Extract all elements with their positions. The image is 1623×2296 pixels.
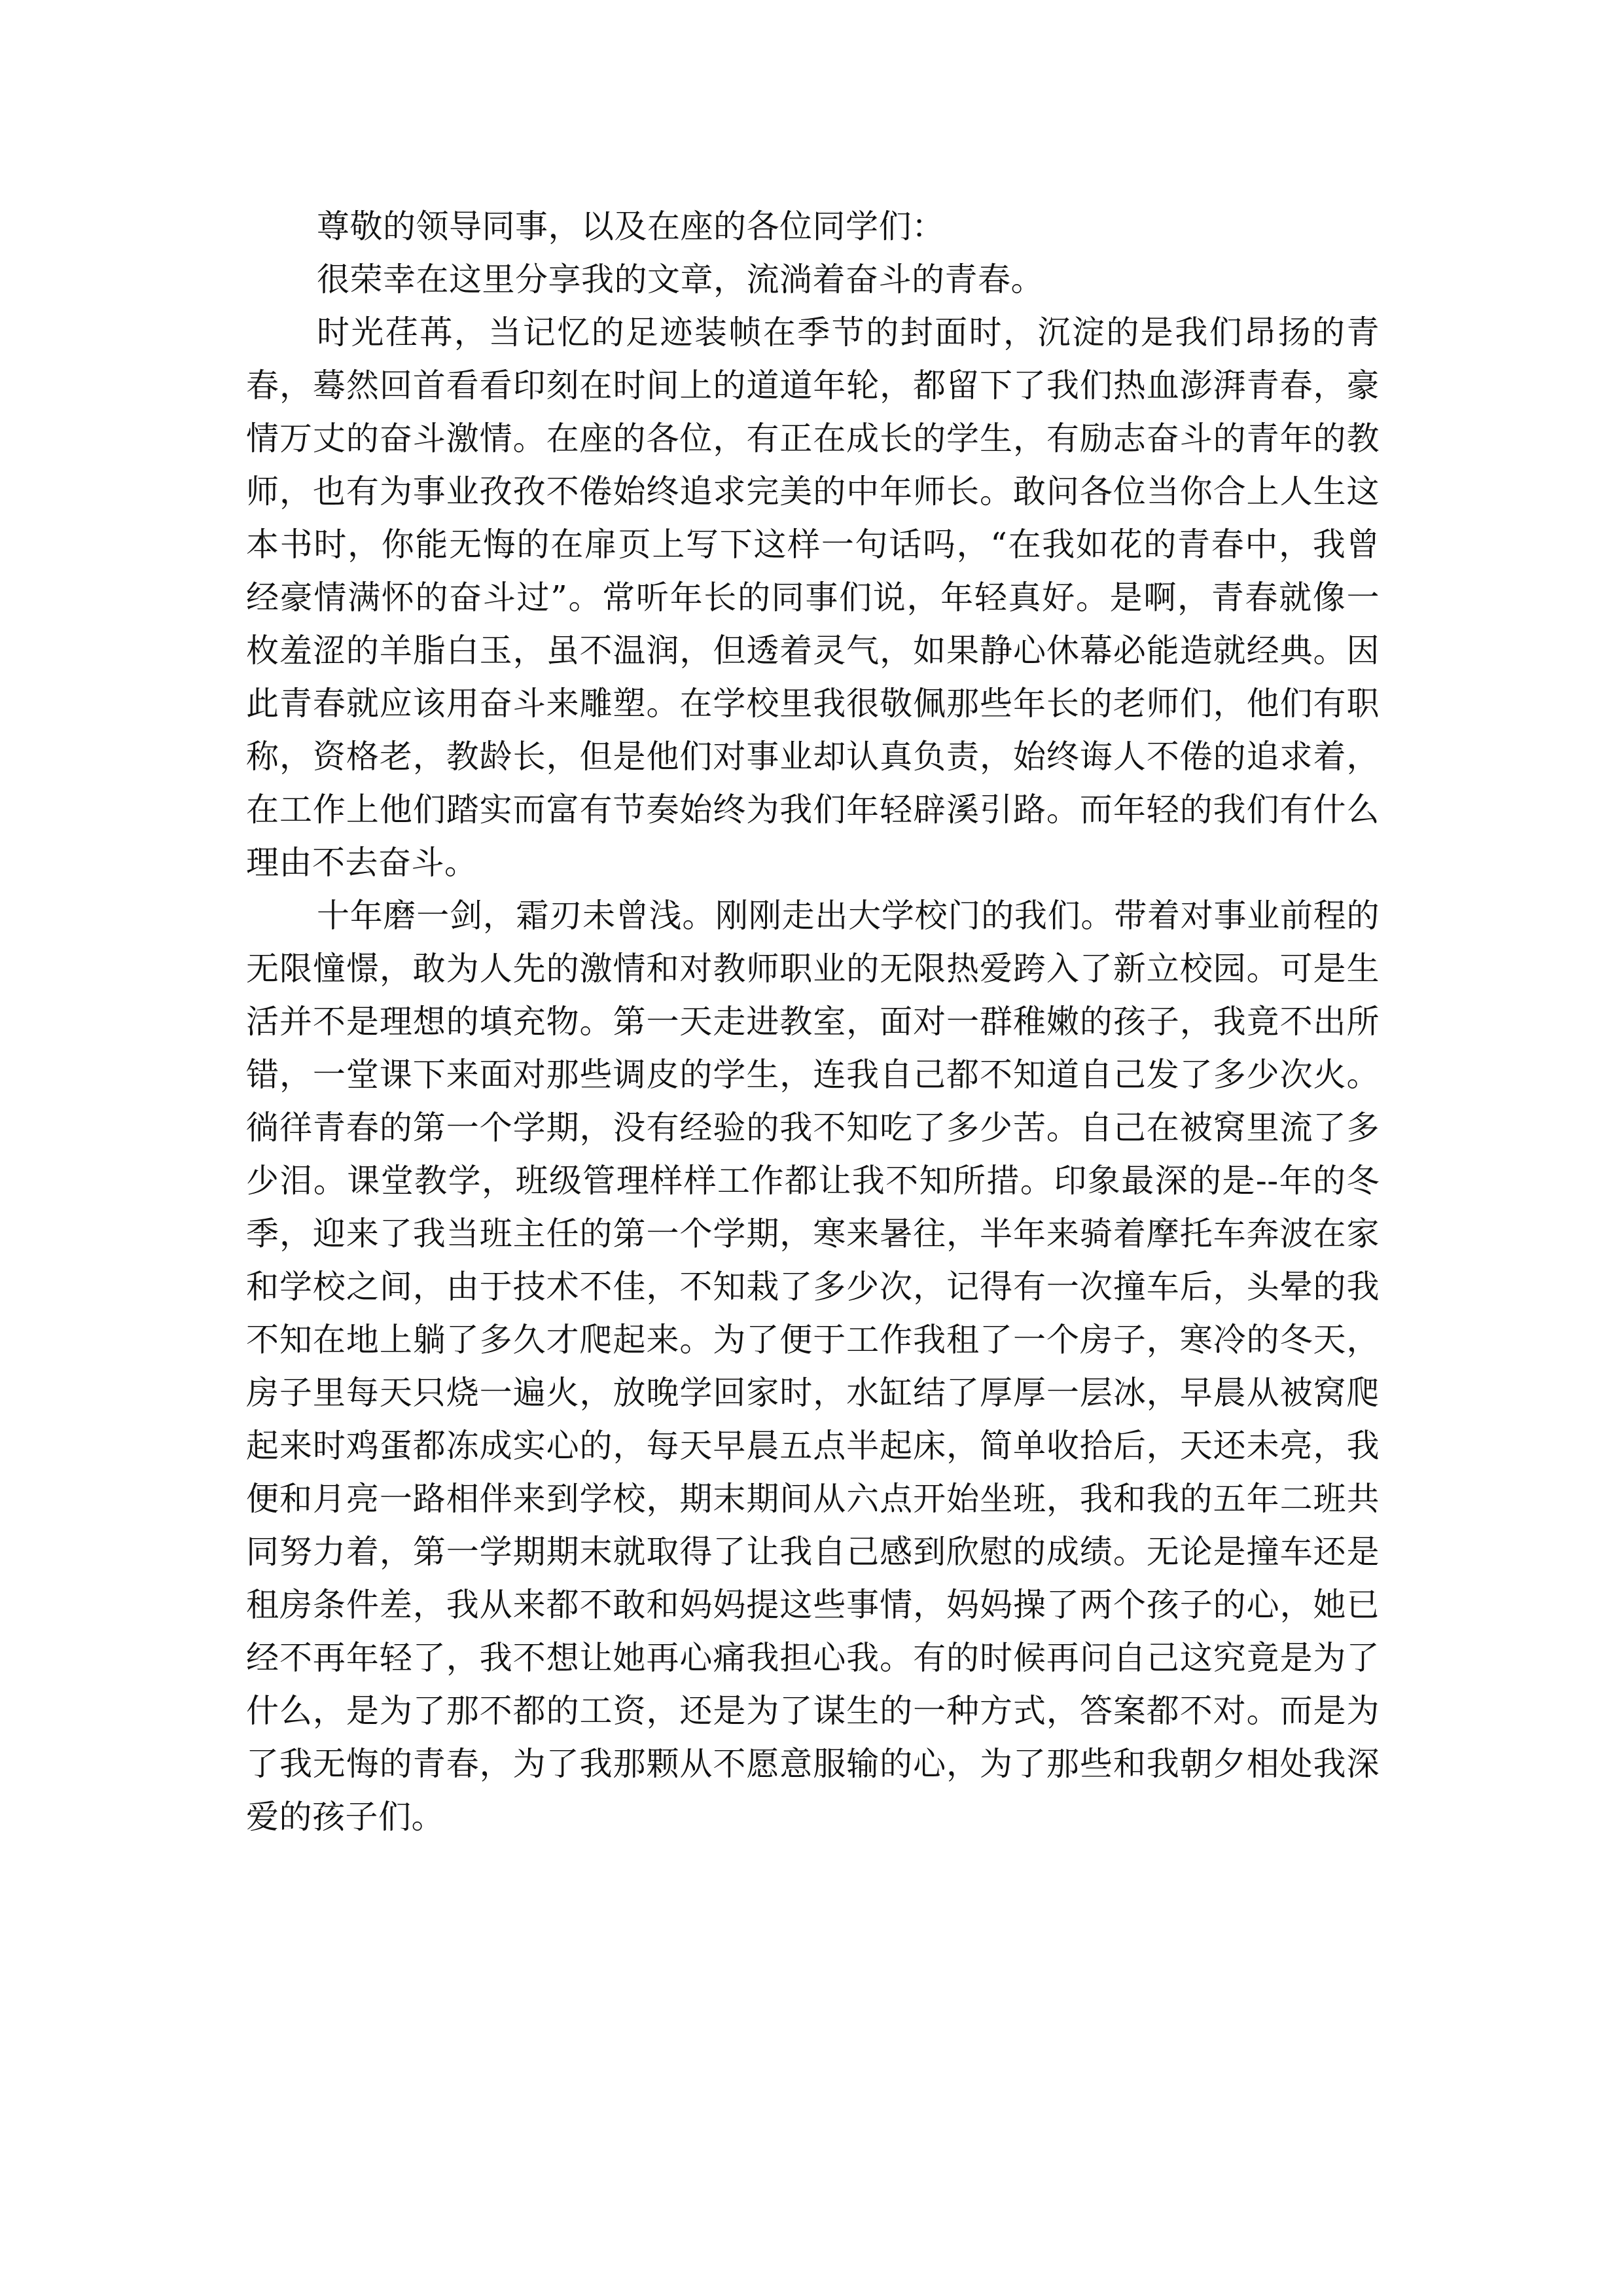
body-paragraph-youth: 时光荏苒，当记忆的足迹装帧在季节的封面时，沉淀的是我们昂扬的青春，蓦然回首看看印刻在时间上的道道年轮，都留下了我们热血澎湃青春，豪情万丈的奋斗激情。在座的各位，有正在成长的学生，有励志奋斗的青年的教师，也有为事业孜孜不倦始终追求完美的中年师长。敢问各位当你合上人生这本书时，你能无悔的在扉页上写下这样一句话吗，“在我如花的青春中，我曾经豪情满怀的奋斗过”。常听年长的同事们说，年轻真好。是啊，青春就像一枚羞涩的羊脂白玉，虽不温润，但透着灵气，如果静心休幕必能造就经典。因此青春就应该用奋斗来雕塑。在学校里我很敬佩那些年长的老师们，他们有职称，资格老，教龄长，但是他们对事业却认真负责，始终诲人不倦的追求着，在工作上他们踏实而富有节奏始终为我们年轻辟溪引路。而年轻的我们有什么理由不去奋斗。 [246,314,1380,882]
salutation-paragraph: 尊敬的领导同事，以及在座的各位同学们： [317,207,945,245]
intro-paragraph: 很荣幸在这里分享我的文章，流淌着奋斗的青春。 [317,260,1044,298]
document-body [246,200,1380,1844]
body-paragraph-experience: 十年磨一剑，霜刃未曾浅。刚刚走出大学校门的我们。带着对事业前程的无限憧憬，敢为人先的激情和对教师职业的无限热爱跨入了新立校园。可是生活并不是理想的填充物。第一天走进教室，面对一群稚嫩的孩子，我竟不出所错，一堂课下来面对那些调皮的学生，连我自己都不知道自己发了多少次火。徜徉青春的第一个学期，没有经验的我不知吃了多少苦。自己在被窝里流了多少泪。课堂教学，班级管理样样工作都让我不知所措。印象最深的是--年的冬季，迎来了我当班主任的第一个学期，寒来暑往，半年来骑着摩托车奔波在家和学校之间，由于技术不佳，不知栽了多少次，记得有一次撞车后，头晕的我不知在地上躺了多久才爬起来。为了便于工作我租了一个房子，寒冷的冬天，房子里每天只烧一遍火，放晚学回家时，水缸结了厚厚一层冰，早晨从被窝爬起来时鸡蛋都冻成实心的，每天早晨五点半起床，简单收拾后，天还未亮，我便和月亮一路相伴来到学校，期末期间从六点开始坐班，我和我的五年二班共同努力着，第一学期期末就取得了让我自己感到欣慰的成绩。无论是撞车还是租房条件差，我从来都不敢和妈妈提这些事情，妈妈操了两个孩子的心，她已经不再年轻了，我不想让她再心痛我担心我。有的时候再问自己这究竟是为了什么，是为了那不都的工资，还是为了谋生的一种方式，答案都不对。而是为了我无悔的青春，为了我那颗从不愿意服输的心，为了那些和我朝夕相处我深爱的孩子们。 [246,897,1380,1836]
